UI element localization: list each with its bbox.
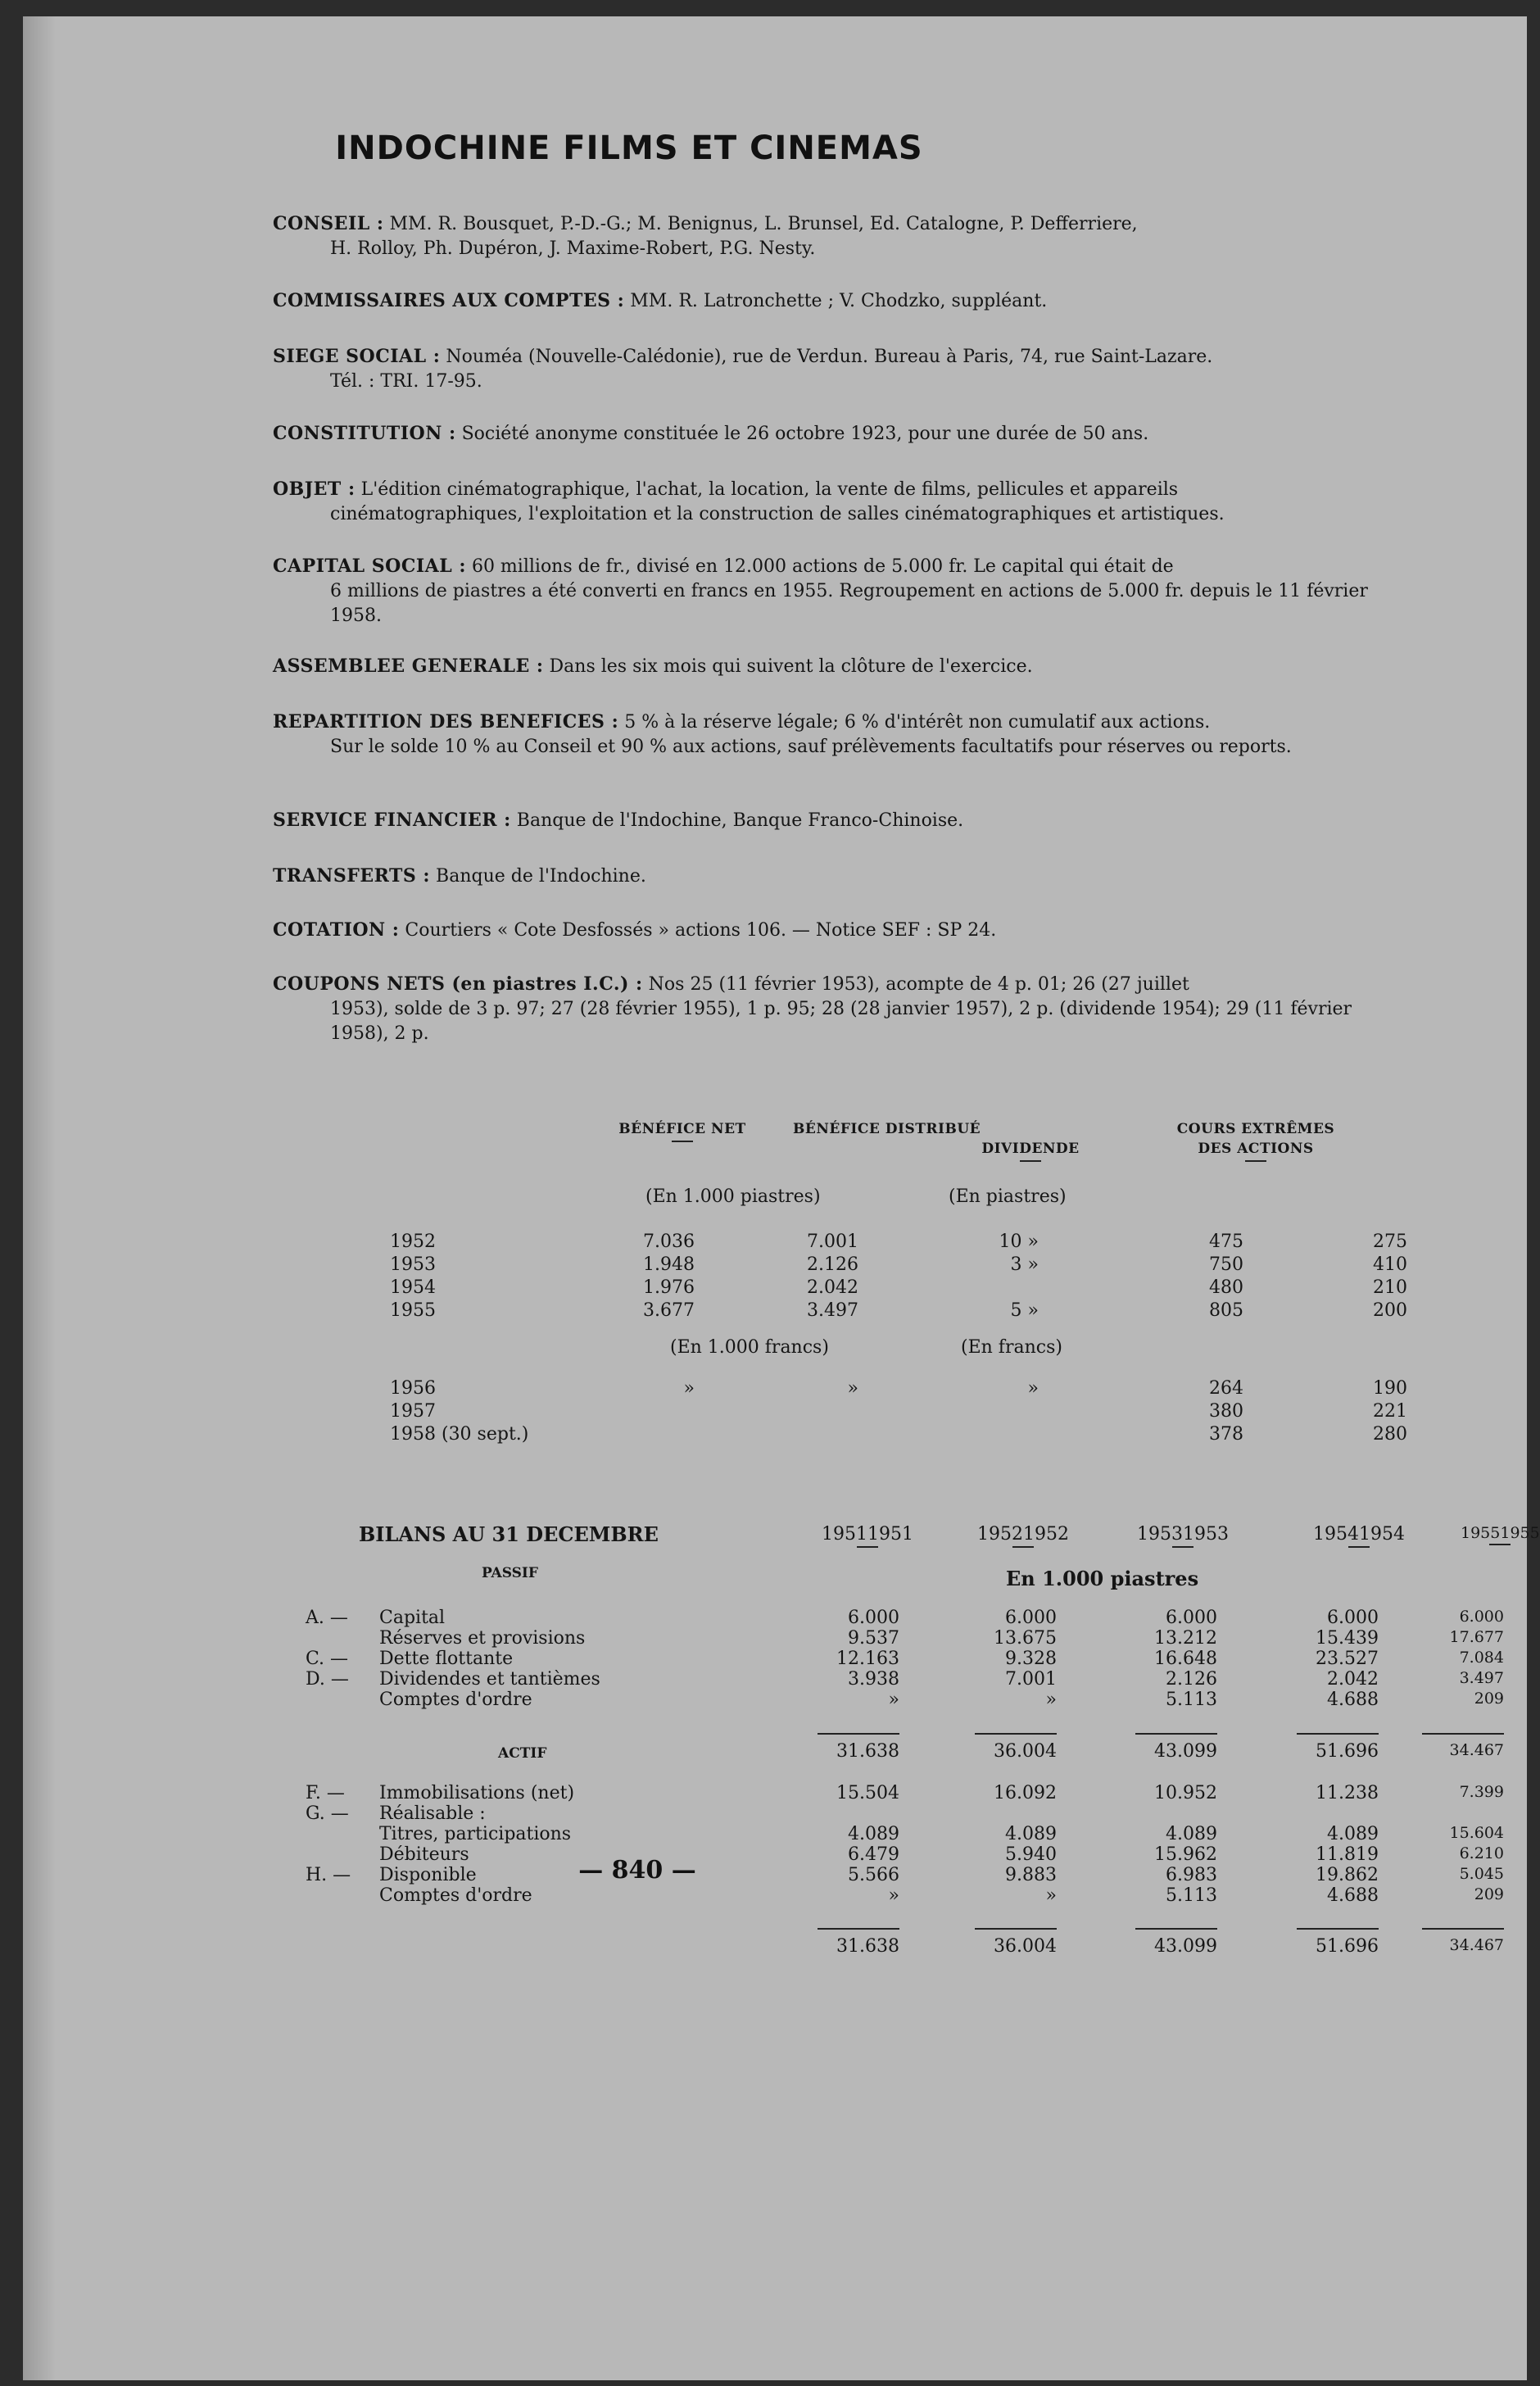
bilan-value: 4.688: [1327, 1885, 1379, 1906]
result-dist: 2.126: [807, 1254, 858, 1275]
bilan-value: 9.328: [1005, 1649, 1057, 1669]
bilan-year: 19511951: [822, 1524, 913, 1548]
result-div: »: [1027, 1378, 1039, 1399]
bilan-value: 6.000: [1327, 1608, 1379, 1628]
result-year: 1956: [390, 1378, 436, 1399]
bilan-prefix: F. —: [306, 1783, 345, 1803]
bilan-total: 34.467: [1449, 1936, 1504, 1954]
section-coupons: COUPONS NETS (en piastres I.C.) : Nos 25 (11 février 1953), acompte de 4 p. 01; 26 (27 juillet 1953), solde de 3 p. 97; 27 (28 février 1955), 1 p. 95; 28 (28 janvier 1957), 2 p. (dividende 1954); 29 (11 février 1958), 2 p.: [273, 973, 1352, 1044]
year-dash: [1172, 1546, 1194, 1548]
result-year: 1952: [390, 1232, 436, 1252]
bilan-value: 19.862: [1316, 1865, 1379, 1885]
result-div: 5 »: [1010, 1300, 1039, 1321]
bilan-year: 19531953: [1137, 1524, 1229, 1548]
bilan-total: 34.467: [1449, 1741, 1504, 1759]
result-year: 1953: [390, 1254, 436, 1275]
bilan-label: Comptes d'ordre: [379, 1690, 532, 1710]
bilan-value: 15.962: [1154, 1844, 1217, 1865]
bilan-value: 4.089: [1005, 1824, 1057, 1844]
bilans-title: BILANS AU 31 DECEMBRE: [359, 1522, 659, 1546]
bilan-value: 5.566: [848, 1865, 899, 1885]
total-rule: [975, 1928, 1057, 1930]
result-dist: 7.001: [807, 1232, 858, 1252]
bilan-prefix: A. —: [306, 1608, 348, 1628]
bilan-value: 12.163: [836, 1649, 899, 1669]
page-number: — 840 —: [578, 1856, 696, 1885]
bilan-total: 43.099: [1154, 1741, 1217, 1762]
section-repartition: REPARTITION DES BENEFICES : 5 % à la réserve légale; 6 % d'intérêt non cumulatif aux actions. Sur le solde 10 % au Conseil et 90 % aux actions, sauf prélèvements facultatifs pour réserves ou reports.: [273, 711, 1292, 757]
result-low: 275: [1373, 1232, 1407, 1252]
bilan-value: 16.648: [1154, 1649, 1217, 1669]
bilan-label: Disponible: [379, 1865, 477, 1885]
bilan-value: 5.045: [1459, 1865, 1504, 1883]
bilan-value: »: [888, 1885, 899, 1906]
result-high: 480: [1209, 1277, 1243, 1298]
bilan-value: 4.089: [1327, 1824, 1379, 1844]
bilan-total: 36.004: [994, 1936, 1057, 1957]
bilan-value: »: [1045, 1690, 1057, 1710]
bilan-prefix: C. —: [306, 1649, 349, 1669]
result-year: 1955: [390, 1300, 436, 1321]
bilan-value: 6.000: [1166, 1608, 1217, 1628]
section-assemblee: ASSEMBLEE GENERALE : Dans les six mois qui suivent la clôture de l'exercice.: [273, 655, 1033, 677]
result-low: 410: [1373, 1254, 1407, 1275]
total-rule: [818, 1733, 899, 1735]
result-high: 750: [1209, 1254, 1243, 1275]
bilan-value: 7.399: [1459, 1783, 1504, 1801]
bilan-value: 23.527: [1316, 1649, 1379, 1669]
result-div: 10 »: [999, 1232, 1039, 1252]
unit-piastres-dividende: (En piastres): [949, 1186, 1067, 1207]
bilan-value: 5.113: [1166, 1885, 1217, 1906]
result-year: 1957: [390, 1401, 436, 1422]
bilan-prefix: D. —: [306, 1669, 349, 1690]
bilan-value: 15.439: [1316, 1628, 1379, 1649]
result-net: 7.036: [643, 1232, 695, 1252]
bilan-label: Débiteurs: [379, 1844, 469, 1865]
bilan-value: 209: [1474, 1885, 1504, 1903]
bilan-value: 2.042: [1327, 1669, 1379, 1690]
bilan-value: 6.000: [848, 1608, 899, 1628]
bilan-value: 7.084: [1459, 1649, 1504, 1667]
bilan-value: »: [1045, 1885, 1057, 1906]
bilan-value: 5.113: [1166, 1690, 1217, 1710]
result-net: 3.677: [643, 1300, 695, 1321]
result-dist: 3.497: [807, 1300, 858, 1321]
year-dash: [1348, 1546, 1370, 1548]
bilan-value: 4.089: [1166, 1824, 1217, 1844]
bilan-value: 6.210: [1459, 1844, 1504, 1862]
result-high: 264: [1209, 1378, 1243, 1399]
bilan-label: Immobilisations (net): [379, 1783, 575, 1803]
year-dash: [1489, 1544, 1511, 1545]
bilan-total: 36.004: [994, 1741, 1057, 1762]
total-rule: [818, 1928, 899, 1930]
unit-francs: (En 1.000 francs): [670, 1337, 829, 1358]
section-capital: CAPITAL SOCIAL : 60 millions de fr., divisé en 12.000 actions de 5.000 fr. Le capital qui était de 6 millions de piastres a été converti en francs en 1955. Regroupement en actions de 5.000 fr. depuis le 11 février 1958.: [273, 556, 1368, 626]
actif-label: ACTIF: [498, 1745, 547, 1762]
document-page: [23, 16, 1540, 2380]
bilan-label: Comptes d'ordre: [379, 1885, 532, 1906]
result-net: 1.976: [643, 1277, 695, 1298]
bilan-value: 13.212: [1154, 1628, 1217, 1649]
result-div: 3 »: [1010, 1254, 1039, 1275]
total-rule: [1135, 1928, 1217, 1930]
total-rule: [1422, 1928, 1504, 1930]
bilan-label: Dette flottante: [379, 1649, 514, 1669]
result-net: 1.948: [643, 1254, 695, 1275]
bilan-value: 4.089: [848, 1824, 899, 1844]
bilan-value: 209: [1474, 1690, 1504, 1708]
result-high: 805: [1209, 1300, 1243, 1321]
bilan-prefix: H. —: [306, 1865, 351, 1885]
bilan-value: 16.092: [994, 1783, 1057, 1803]
bilan-total: 31.638: [836, 1741, 899, 1762]
bilan-value: 9.883: [1005, 1865, 1057, 1885]
bilan-value: 15.604: [1449, 1824, 1504, 1842]
bilan-total: 51.696: [1316, 1741, 1379, 1762]
bilan-total: 31.638: [836, 1936, 899, 1957]
bilan-label: Dividendes et tantièmes: [379, 1669, 600, 1690]
total-rule: [1297, 1928, 1379, 1930]
result-low: 200: [1373, 1300, 1407, 1321]
bilan-year: 19521952: [977, 1524, 1069, 1548]
bilan-total: 51.696: [1316, 1936, 1379, 1957]
bilan-value: 6.000: [1005, 1608, 1057, 1628]
bilan-year: 19551955: [1461, 1524, 1540, 1545]
bilan-label: Titres, participations: [379, 1824, 572, 1844]
bilan-value: »: [888, 1690, 899, 1710]
header-benefice-net: BÉNÉFICE NET: [617, 1119, 748, 1142]
bilan-prefix: G. —: [306, 1803, 349, 1824]
result-low: 210: [1373, 1277, 1407, 1298]
bilan-value: 17.677: [1449, 1628, 1504, 1646]
header-benefice-distribue: BÉNÉFICE DISTRIBUÉ: [793, 1121, 981, 1137]
bilan-value: 6.983: [1166, 1865, 1217, 1885]
passif-label: PASSIF: [482, 1565, 538, 1581]
result-high: 475: [1209, 1232, 1243, 1252]
result-high: 378: [1209, 1424, 1243, 1445]
unit-francs-dividende: (En francs): [961, 1337, 1062, 1358]
bilan-value: 4.688: [1327, 1690, 1379, 1710]
total-rule: [975, 1733, 1057, 1735]
total-rule: [1422, 1733, 1504, 1735]
section-transferts: TRANSFERTS : Banque de l'Indochine.: [273, 865, 646, 887]
page-title: INDOCHINE FILMS ET CINEMAS: [335, 129, 923, 167]
bilan-value: 3.938: [848, 1669, 899, 1690]
result-net: »: [683, 1378, 695, 1399]
bilan-value: 13.675: [994, 1628, 1057, 1649]
bilans-unit: En 1.000 piastres: [1006, 1567, 1199, 1590]
bilan-label: Capital: [379, 1608, 446, 1628]
bilan-value: 10.952: [1154, 1783, 1217, 1803]
bilan-value: 11.819: [1316, 1844, 1379, 1865]
section-commissaires: COMMISSAIRES AUX COMPTES : MM. R. Latronchette ; V. Chodzko, suppléant.: [273, 290, 1048, 311]
bilan-label: Réalisable :: [379, 1803, 486, 1824]
bilan-value: 9.537: [848, 1628, 899, 1649]
year-dash: [857, 1546, 878, 1548]
bilan-value: 2.126: [1166, 1669, 1217, 1690]
bilan-value: 6.000: [1459, 1608, 1504, 1626]
bilan-total: 43.099: [1154, 1936, 1217, 1957]
result-dist: 2.042: [807, 1277, 858, 1298]
section-conseil: CONSEIL : MM. R. Bousquet, P.-D.-G.; M. Benignus, L. Brunsel, Ed. Catalogne, P. Defferriere, H. Rolloy, Ph. Dupéron, J. Maxime-Robert, P.G. Nesty.: [273, 213, 1138, 259]
section-constitution: CONSTITUTION : Société anonyme constituée le 26 octobre 1923, pour une durée de 50 ans.: [273, 423, 1149, 444]
year-dash: [1012, 1546, 1034, 1548]
total-rule: [1135, 1733, 1217, 1735]
bilan-value: 11.238: [1316, 1783, 1379, 1803]
result-year: 1954: [390, 1277, 436, 1298]
result-high: 380: [1209, 1401, 1243, 1422]
unit-piastres: (En 1.000 piastres): [645, 1186, 821, 1207]
section-objet: OBJET : L'édition cinématographique, l'achat, la location, la vente de films, pellicules et appareils cinématographiques, l'exploitation et la construction de salles cinématographiques et artistiques.: [273, 479, 1225, 524]
bilan-value: 6.479: [848, 1844, 899, 1865]
bilan-value: 5.940: [1005, 1844, 1057, 1865]
result-low: 280: [1373, 1424, 1407, 1445]
section-service-financier: SERVICE FINANCIER : Banque de l'Indochine, Banque Franco-Chinoise.: [273, 810, 964, 831]
section-siege: SIEGE SOCIAL : Nouméa (Nouvelle-Calédonie), rue de Verdun. Bureau à Paris, 74, rue Saint-Lazare. Tél. : TRI. 17-95.: [273, 346, 1213, 392]
section-cotation: COTATION : Courtiers « Cote Desfossés » actions 106. — Notice SEF : SP 24.: [273, 919, 997, 941]
page-margin-shadow: [23, 16, 56, 2380]
bilan-value: 7.001: [1005, 1669, 1057, 1690]
result-low: 221: [1373, 1401, 1407, 1422]
result-dist: »: [847, 1378, 858, 1399]
total-rule: [1297, 1733, 1379, 1735]
bilan-year: 19541954: [1313, 1524, 1405, 1548]
result-low: 190: [1373, 1378, 1407, 1399]
header-cours-extremes: COURS EXTRÊMES DES ACTIONS: [1170, 1119, 1342, 1162]
bilan-value: 15.504: [836, 1783, 899, 1803]
header-dividende: DIVIDENDE: [965, 1139, 1096, 1162]
result-year: 1958 (30 sept.): [390, 1424, 529, 1445]
bilan-label: Réserves et provisions: [379, 1628, 586, 1649]
bilan-value: 3.497: [1459, 1669, 1504, 1687]
